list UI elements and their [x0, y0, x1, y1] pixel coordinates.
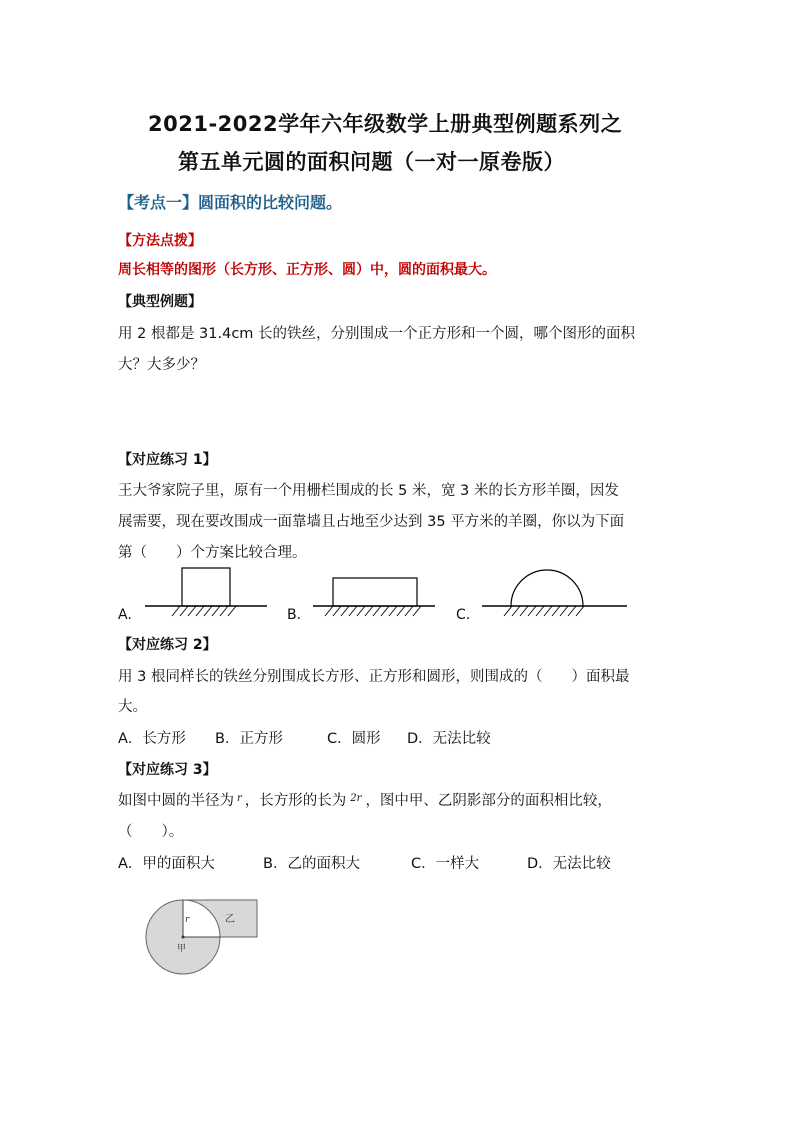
figure-jia-label: 甲 — [177, 944, 187, 954]
method-heading: 【方法点拨】 — [118, 233, 202, 249]
example-line-1: 用 2 根都是 31.4cm 长的铁丝，分别围成一个正方形和一个圆，哪个图形的面积 — [118, 326, 636, 342]
exercise-3-text-c: ，图中甲、乙阴影部分的面积相比较， — [365, 793, 612, 809]
exercise-3-line-2: （ ）。 — [118, 824, 184, 840]
figure-circle-and-rectangle — [145, 895, 265, 985]
figure-yi-label: 乙 — [225, 914, 235, 925]
exercise-2-option-d: D．无法比较 — [407, 731, 491, 747]
exercise-1-heading: 【对应练习 1】 — [118, 452, 217, 468]
figure-semicircle-against-wall — [482, 566, 630, 622]
example-heading: 【典型例题】 — [118, 294, 202, 310]
method-text: 周长相等的图形（长方形、正方形、圆）中，圆的面积最大。 — [118, 262, 496, 278]
page-title: 2021-2022学年六年级数学上册典型例题系列之 — [148, 112, 623, 136]
radius-symbol: r — [237, 793, 242, 804]
topic-heading: 【考点一】圆面积的比较问题。 — [118, 193, 343, 212]
length-symbol: 2r — [350, 793, 362, 804]
exercise-1-line-1: 王大爷家院子里，原有一个用栅栏围成的长 5 米，宽 3 米的长方形羊圈，因发 — [118, 483, 619, 499]
exercise-3-line-1 — [118, 789, 612, 810]
exercise-1-line-2: 展需要，现在要改围成一面靠墙且占地至少达到 35 平方米的羊圈，你以为下面 — [118, 514, 625, 530]
exercise-1-line-3: 第（ ）个方案比较合理。 — [118, 545, 307, 561]
exercise-2-option-a: A．长方形 — [118, 731, 186, 747]
exercise-2-option-c: C．圆形 — [327, 731, 381, 747]
figure-square-against-wall — [145, 566, 270, 622]
exercise-2-line-1: 用 3 根同样长的铁丝分别围成长方形、正方形和圆形，则围成的（ ）面积最 — [118, 669, 630, 685]
exercise-3-option-c: C．一样大 — [411, 856, 480, 872]
page-subtitle: 第五单元圆的面积问题（一对一原卷版） — [178, 150, 565, 174]
exercise-3-text-a: 如图中圆的半径为 — [118, 793, 234, 809]
example-line-2: 大？大多少？ — [118, 357, 205, 373]
exercise-2-option-b: B．正方形 — [215, 731, 283, 747]
figure-radius-label: r — [185, 915, 190, 925]
exercise-3-option-d: D．无法比较 — [527, 856, 611, 872]
exercise-3-text-b: ，长方形的长为 — [244, 793, 347, 809]
option-c-label: C. — [456, 607, 471, 623]
exercise-3-heading: 【对应练习 3】 — [118, 762, 217, 778]
figure-rectangle-against-wall — [313, 566, 438, 622]
option-b-label: B. — [287, 607, 302, 623]
exercise-3-option-b: B．乙的面积大 — [263, 856, 360, 872]
exercise-3-option-a: A．甲的面积大 — [118, 856, 215, 872]
exercise-2-line-2: 大。 — [118, 699, 147, 715]
exercise-2-heading: 【对应练习 2】 — [118, 637, 217, 653]
option-a-label: A. — [118, 607, 132, 623]
